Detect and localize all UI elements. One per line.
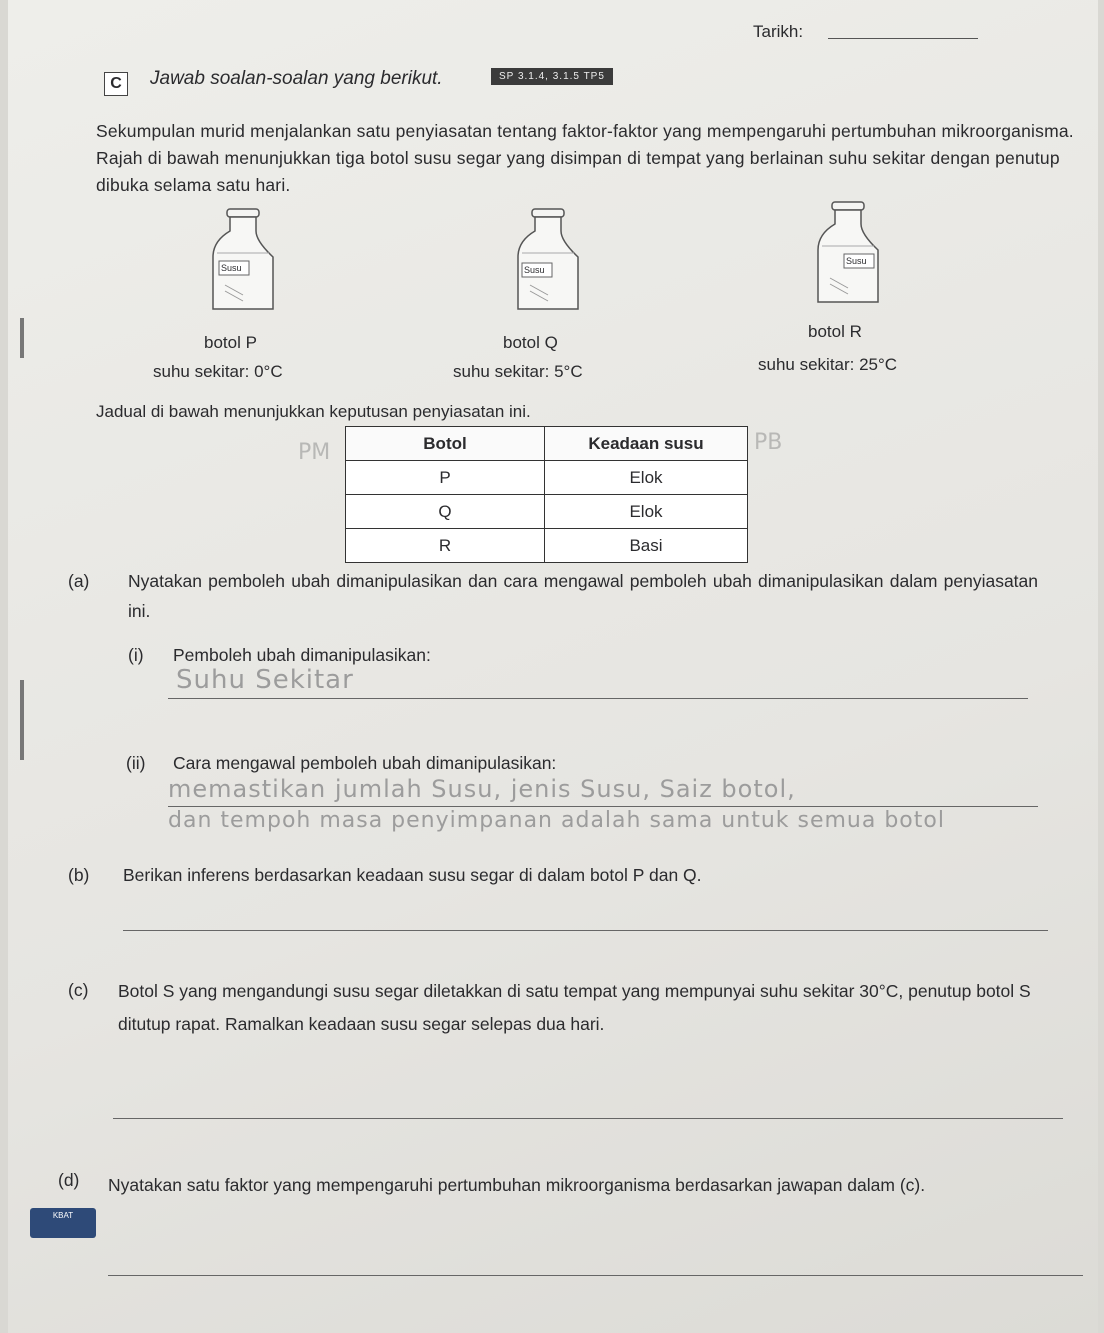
bottle-label: botol Q [503, 333, 558, 352]
question-b-text: Berikan inferens berdasarkan keadaan susu segar di dalam botol P dan Q. [123, 865, 702, 885]
table-row [346, 529, 748, 563]
question-d-label: (d) [58, 1170, 80, 1190]
intro-paragraph: Sekumpulan murid menjalankan satu penyiasatan tentang faktor-faktor yang mempengaruhi pertumbuhan mikroorganisma. Rajah di bawah menunjukkan tiga botol susu segar yang disimpan di tempat yang berlainan suhu sekitar dengan penutup dibuka selama satu hari. [96, 121, 1074, 195]
question-d-text: Nyatakan satu faktor yang mempengaruhi pertumbuhan mikroorganisma berdasarkan jawapan dalam (c). [108, 1175, 926, 1195]
binder-hole [20, 318, 24, 358]
table-cell: P [346, 461, 545, 495]
bottle-temperature: suhu sekitar: 5°C [453, 362, 583, 381]
margin-note: PB [754, 430, 783, 455]
bottle-label: botol R [808, 322, 862, 341]
answer-line-a-ii[interactable] [168, 806, 1038, 807]
margin-note: PM [298, 440, 331, 465]
results-table [345, 426, 748, 563]
question-a-label: (a) [68, 571, 90, 591]
answer-line-c[interactable] [113, 1118, 1063, 1119]
table-cell: Q [346, 495, 545, 529]
table-row [346, 461, 748, 495]
question-c-text: Botol S yang mengandungi susu segar diletakkan di satu tempat yang mempunyai suhu sekitar 30°C, penutup botol S ditutup rapat. Ramalkan keadaan susu segar selepas dua hari. [118, 981, 1031, 1034]
milk-bottle-icon [808, 198, 888, 308]
question-a-i-text: Pemboleh ubah dimanipulasikan: [173, 645, 431, 665]
answer-line-b[interactable] [123, 930, 1048, 931]
table-cell: Elok [545, 461, 748, 495]
answer-line-a-i[interactable] [168, 698, 1028, 699]
bottle-p [203, 205, 283, 320]
question-b-label: (b) [68, 865, 90, 885]
worksheet-page [8, 0, 1098, 1333]
kbat-badge: KBAT [30, 1208, 96, 1238]
answer-line-d[interactable] [108, 1275, 1083, 1276]
column-header: Botol [346, 427, 545, 461]
bottle-temperature: suhu sekitar: 0°C [153, 362, 283, 381]
bottle-tag: Susu [221, 263, 242, 273]
bottle-tag: Susu [524, 265, 545, 275]
question-a-i-label: (i) [128, 645, 144, 665]
table-header-row [346, 427, 748, 461]
handwritten-answer: Suhu Sekitar [176, 665, 354, 695]
date-field[interactable] [828, 38, 978, 39]
section-title: Jawab soalan-soalan yang berikut. [150, 68, 443, 89]
table-caption: Jadual di bawah menunjukkan keputusan penyiasatan ini. [96, 402, 531, 421]
question-c-label: (c) [68, 980, 89, 1000]
date-label: Tarikh: [753, 22, 804, 41]
binder-hole [20, 680, 24, 760]
table-cell: Elok [545, 495, 748, 529]
column-header: Keadaan susu [545, 427, 748, 461]
bottle-tag: Susu [846, 256, 867, 266]
milk-bottle-icon [203, 205, 283, 315]
table-row [346, 495, 748, 529]
handwritten-answer: memastikan jumlah Susu, jenis Susu, Saiz botol, [168, 775, 796, 803]
table-cell: R [346, 529, 545, 563]
milk-bottle-icon [508, 205, 588, 315]
question-a-text: Nyatakan pemboleh ubah dimanipulasikan dan cara mengawal pemboleh ubah dimanipulasikan dalam penyiasatan ini. [128, 571, 1038, 621]
question-a-ii-text: Cara mengawal pemboleh ubah dimanipulasikan: [173, 753, 557, 773]
bottle-r [808, 198, 888, 313]
bottle-label: botol P [204, 333, 257, 352]
bottle-temperature: suhu sekitar: 25°C [758, 355, 898, 374]
handwritten-answer: dan tempoh masa penyimpanan adalah sama untuk semua botol [168, 808, 945, 833]
table-cell: Basi [545, 529, 748, 563]
question-a-ii-label: (ii) [126, 753, 146, 773]
standard-badge: SP 3.1.4, 3.1.5 TP5 [491, 68, 613, 85]
bottle-q [508, 205, 588, 320]
section-letter: C [104, 72, 128, 96]
